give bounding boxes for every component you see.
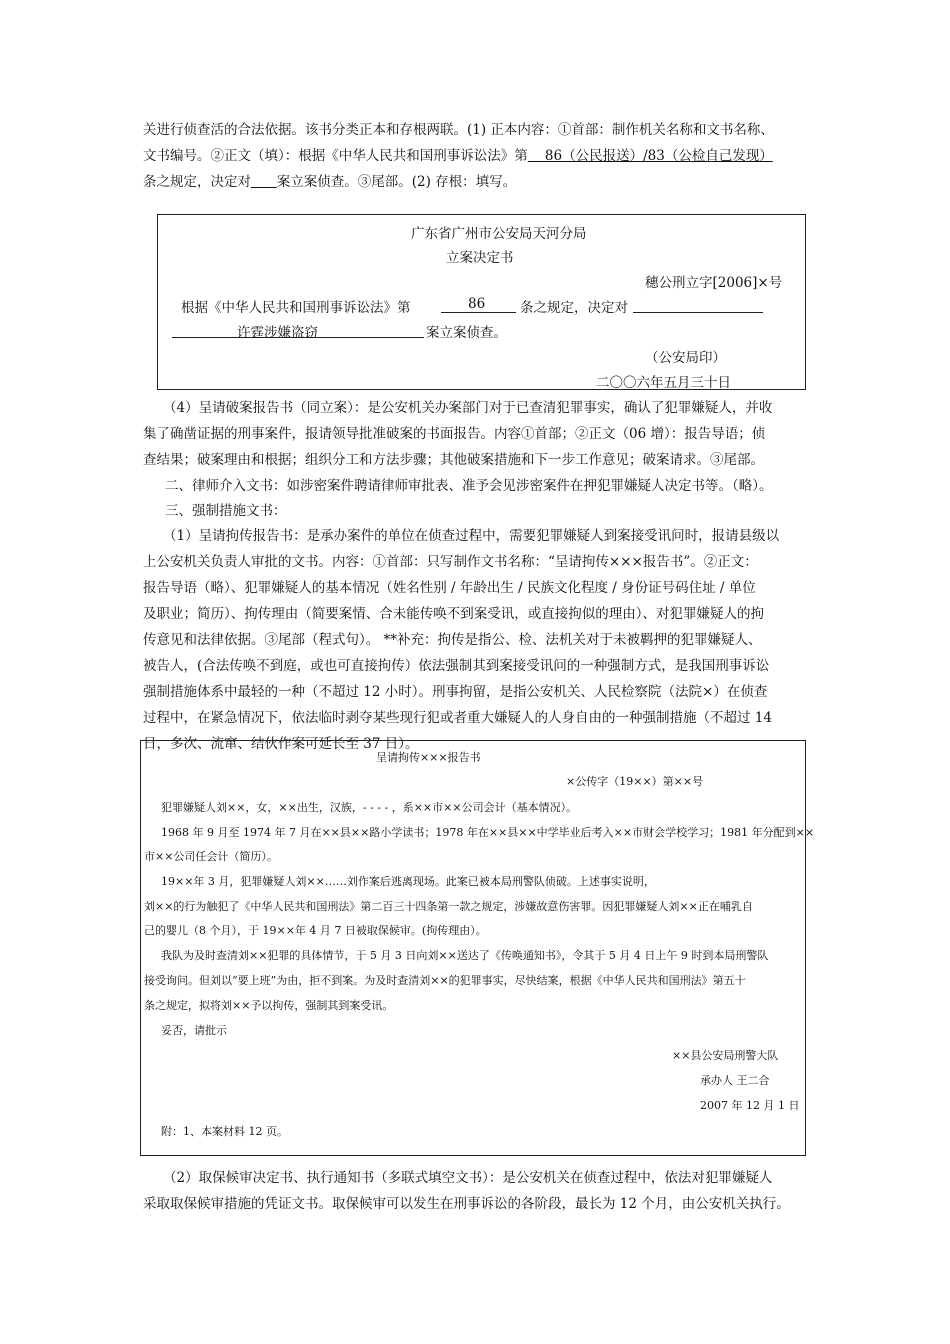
section-3-line: 及职业；简历）、拘传理由（简要案情、合未能传唤不到案受讯，或直接拘似的理由）、对犯罪嫌疑人的拘 xyxy=(143,606,764,622)
intro-line-2 xyxy=(143,143,811,169)
section-3-paragraph xyxy=(143,523,811,757)
intro-line-2-text: 文书编号。②正文（填）：根据《中华人民共和国刑事诉讼法》第 xyxy=(143,148,528,164)
intro-line-3-end: 案立案侦查。③尾部。(2) 存根：填写。 xyxy=(276,174,517,190)
doc2-line: 市××公司任会计（简历）。 xyxy=(144,850,278,863)
doc1-body-pre: 根据《中华人民共和国刑事诉讼法》第 xyxy=(181,300,411,316)
doc2-handler: 承办人 王二合 xyxy=(700,1074,770,1087)
section-3-line: 强制措施体系中最轻的一种（不超过 12 小时）。刑事拘留，是指公安机关、人民检察院（法院×）在侦查 xyxy=(143,684,768,700)
doc1-number: 穗公刑立字[2006]×号 xyxy=(645,275,783,291)
doc1-case: 许霆涉嫌盗窃 xyxy=(237,325,318,341)
section-3-line: （1）呈请拘传报告书：是承办案件的单位在侦查过程中，需要犯罪嫌疑人到案接受讯问时，报请县级以 xyxy=(163,528,780,544)
intro-case-blank xyxy=(251,174,277,190)
section-3-line: 日，多次、流窜、结伙作案可延长至 37 日）。 xyxy=(143,736,419,752)
section-4-line-1: （4）呈请破案报告书（同立案）：是公安机关办案部门对于已查清犯罪事实，确认了犯罪嫌疑人，并收 xyxy=(163,400,773,416)
doc1-article: 86 xyxy=(468,296,486,312)
doc1-case-line-1 xyxy=(633,312,763,313)
section-4-line-3: 查结果；破案理由和根据；组织分工和方法步骤；其他破案措施和下一步工作意见；破案请求。③尾部。 xyxy=(143,452,764,468)
doc2-sign-org: ××县公安局刑警大队 xyxy=(672,1049,779,1062)
doc2-number: ×公传字（19××）第××号 xyxy=(566,775,704,788)
intro-line-3 xyxy=(143,169,811,195)
section-3-line: 过程中，在紧急情况下，依法临时剥夺某些现行犯或者重大嫌疑人的人身自由的一种强制措施（不超过 14 xyxy=(143,710,772,726)
section-3-line: 被告人，(合法传唤不到庭，或也可直接拘传）依法强制其到案接受讯问的一种强制方式，是我国刑事诉讼 xyxy=(143,658,770,674)
doc2-line: 己的婴儿（8 个月），于 19××年 4 月 7 日被取保候审。(拘传理由）。 xyxy=(144,924,487,937)
doc1-title: 立案决定书 xyxy=(446,250,514,266)
doc2-attachment: 附：1、本案材料 12 页。 xyxy=(161,1125,288,1138)
doc2-line: 条之规定，拟将刘××予以拘传，强制其到案受讯。 xyxy=(144,999,394,1012)
intro-article-blank: 86（公民报送）/83（公检自己发现） xyxy=(527,148,773,164)
section-2-heading: 二、律师介入文书：如涉密案件聘请律师审批表、准予会见涉密案件在押犯罪嫌疑人决定书等。（略）。 xyxy=(165,478,773,494)
section-3-line: 上公安机关负责人审批的文书。内容：①首部：只写制作文书名称：“呈请拘传×××报告书”。②正文： xyxy=(143,554,758,570)
doc2-line: 接受询问。但刘以“要上班”为由，拒不到案。为及时查清刘××的犯罪事实，尽快结案，根据《中华人民共和国刑法》第五十 xyxy=(144,974,746,987)
doc2-line: 刘××的行为触犯了《中华人民共和国刑法》第二百三十四条第一款之规定，涉嫌故意伤害罪。因犯罪嫌疑人刘××正在哺乳自 xyxy=(144,900,753,913)
doc2-line: 犯罪嫌疑人刘××，女，××出生，汉族，- - - - ，系××市××公司会计（基本情况）。 xyxy=(161,801,578,814)
doc2-line: 1968 年 9 月至 1974 年 7 月在××县××路小学读书；1978 年在××县××中学毕业后考入××市财会学校学习；1981 年分配到×× xyxy=(161,826,815,839)
doc1-date: 二〇〇六年五月三十日 xyxy=(596,375,731,391)
doc1-body-end: 案立案侦查。 xyxy=(426,325,507,341)
section-4-paragraph xyxy=(143,395,811,473)
bail-line-2: 采取取保候审措施的凭证文书。取保候审可以发生在刑事诉讼的各阶段，最长为 12 个月，由公安机关执行。 xyxy=(143,1196,790,1212)
doc2-line: 19××年 3 月，犯罪嫌疑人刘××……刘作案后逃离现场。此案已被本局刑警队侦破。上述事实说明， xyxy=(161,875,655,888)
doc1-article-line xyxy=(441,312,516,313)
section-3-heading: 三、强制措施文书： xyxy=(165,503,287,519)
doc2-date: 2007 年 12 月 1 日 xyxy=(700,1099,800,1112)
intro-line-1: 关进行侦查活的合法依据。该书分类正本和存根两联。(1) 正本内容：①首部：制作机关名称和文书名称、 xyxy=(143,122,774,138)
doc1-org: 广东省广州市公安局天河分局 xyxy=(411,226,587,242)
doc2-title: 呈请拘传×××报告书 xyxy=(376,751,481,764)
doc2-line: 我队为及时查清刘××犯罪的具体情节，于 5 月 3 日向刘××送达了《传唤通知书》，令其于 5 月 4 日上午 9 时到本局刑警队 xyxy=(161,949,769,962)
intro-paragraph xyxy=(143,117,811,195)
doc1-body-mid: 条之规定，决定对 xyxy=(520,300,628,316)
section-3-line: 报告导语（略）、犯罪嫌疑人的基本情况（姓名性别 / 年龄出生 / 民族文化程度 / 身份证号码住址 / 单位 xyxy=(143,580,756,596)
bail-line-1: （2）取保候审决定书、执行通知书（多联式填空文书）：是公安机关在侦查过程中，依法对犯罪嫌疑人 xyxy=(163,1170,773,1186)
section-3-line: 传意见和法律依据。③尾部（程式句）。 **补充：拘传是指公、检、法机关对于未被羁押的犯罪嫌疑人、 xyxy=(143,632,762,648)
bail-paragraph xyxy=(143,1165,811,1217)
intro-line-3-text: 条之规定，决定对 xyxy=(143,174,251,190)
doc2-line: 妥否，请批示 xyxy=(161,1024,227,1037)
section-4-line-2: 集了确凿证据的刑事案件，报请领导批准破案的书面报告。内容①首部；②正文（06 增）：报告导语；侦 xyxy=(143,426,766,442)
doc1-seal: （公安局印） xyxy=(645,350,726,366)
